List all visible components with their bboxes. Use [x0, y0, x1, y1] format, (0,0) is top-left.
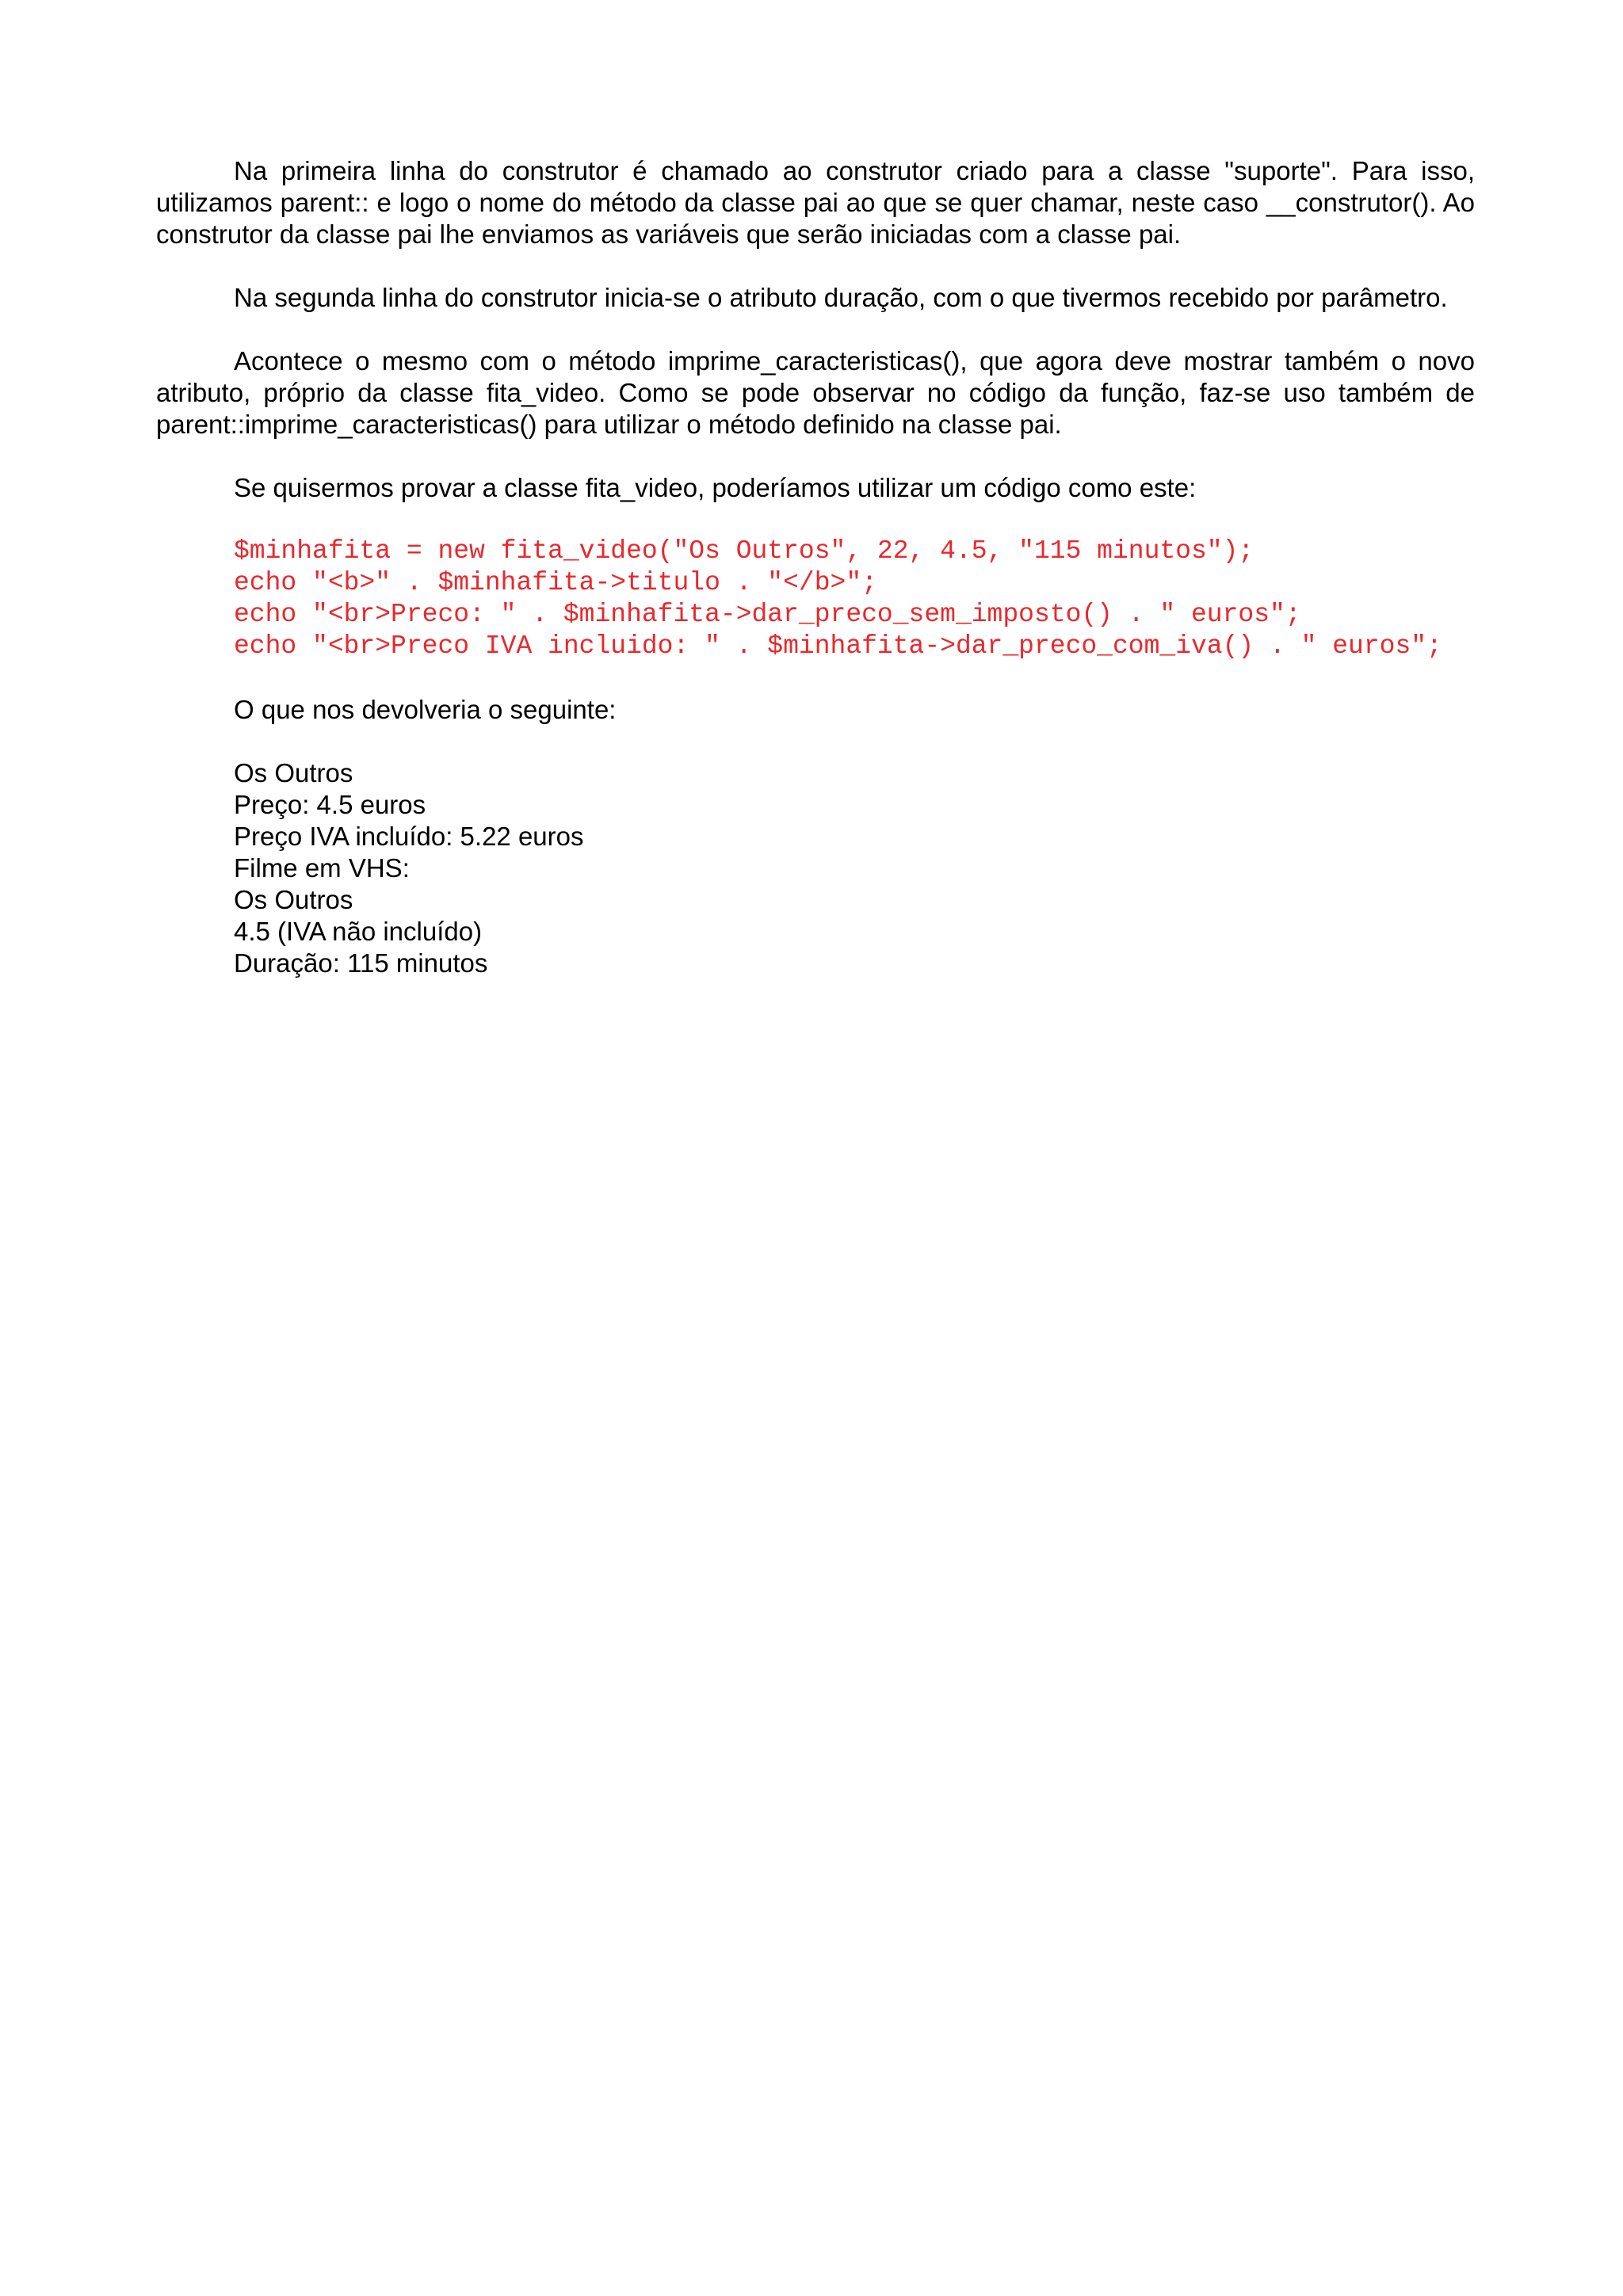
paragraph-duration-attribute: Na segunda linha do construtor inicia-se o atributo duração, com o que tivermos recebido por parâmetro. — [234, 283, 1448, 312]
program-output — [156, 757, 1475, 979]
code-line: echo "<br>Preco IVA incluido: " . $minhafita->dar_preco_com_iva() . " euros"; — [234, 631, 1442, 661]
output-line: Os Outros — [234, 758, 353, 788]
code-line: $minhafita = new fita_video("Os Outros", 22, 4.5, "115 minutos"); — [234, 536, 1254, 566]
paragraph-output-intro: O que nos devolveria o seguinte: — [234, 695, 617, 724]
output-line: Preço IVA incluído: 5.22 euros — [234, 822, 584, 851]
code-line: echo "<b>" . $minhafita->titulo . "</b>"; — [234, 568, 877, 597]
output-line: 4.5 (IVA não incluído) — [234, 917, 483, 946]
output-line: Duração: 115 minutos — [234, 948, 488, 978]
code-example — [156, 536, 1475, 662]
output-line: Filme em VHS: — [234, 853, 410, 883]
document-page — [156, 155, 1475, 979]
code-line: echo "<br>Preco: " . $minhafita->dar_preco_sem_imposto() . " euros"; — [234, 600, 1301, 629]
paragraph-imprime-caracteristicas: Acontece o mesmo com o método imprime_caracteristicas(), que agora deve mostrar também o novo atributo, próprio da classe fita_video. Como se pode observar no código da função, faz-se uso também de parent::imprime_caracteristicas() para utilizar o método definido na classe pai. — [156, 346, 1475, 439]
output-line: Preço: 4.5 euros — [234, 790, 426, 819]
paragraph-parent-constructor: Na primeira linha do construtor é chamado ao construtor criado para a classe "suporte". Para isso, utilizamos parent:: e logo o nome do método da classe pai ao que se quer chamar, neste caso __construtor(). Ao construtor da classe pai lhe enviamos as variáveis que serão iniciadas com a classe pai. — [156, 156, 1475, 249]
output-line: Os Outros — [234, 885, 353, 914]
paragraph-test-intro: Se quisermos provar a classe fita_video, poderíamos utilizar um código como este: — [234, 473, 1197, 502]
